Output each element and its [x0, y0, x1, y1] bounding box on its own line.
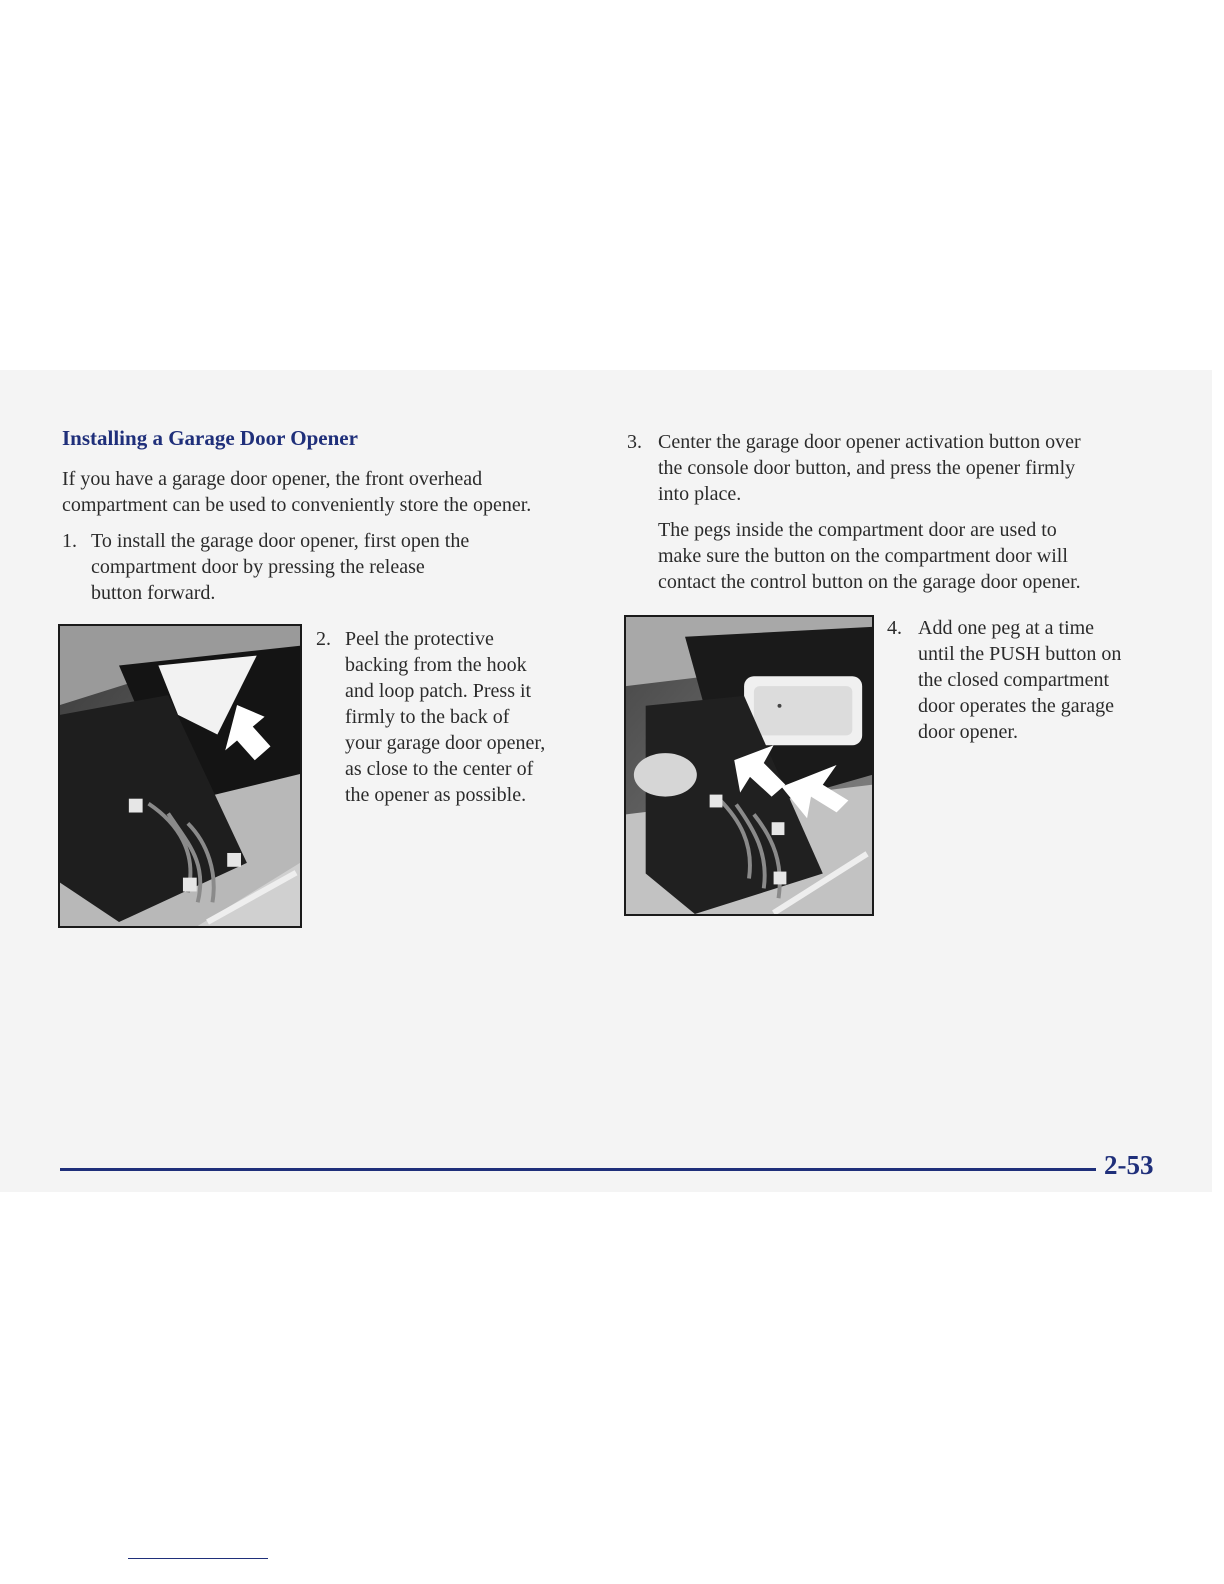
step-line: the closed compartment: [918, 669, 1110, 691]
step-line: Peel the protective: [345, 628, 494, 650]
step-line: backing from the hook: [345, 654, 527, 676]
step-line: To install the garage door opener, first open the: [91, 530, 470, 552]
step-line: until the PUSH button on: [918, 643, 1122, 665]
step-line: your garage door opener,: [345, 732, 546, 754]
intro-line: compartment can be used to conveniently store the opener.: [62, 494, 532, 516]
intro-line: If you have a garage door opener, the front overhead: [62, 468, 483, 490]
note-line: contact the control button on the garage door opener.: [658, 571, 1081, 593]
step-1: [62, 528, 602, 608]
step-text: [918, 615, 1121, 745]
photo-illustration-pegs-arrows: [626, 617, 872, 914]
pegs-note-paragraph: [658, 517, 1081, 595]
intro-paragraph: [62, 466, 531, 518]
step-text: [345, 626, 545, 808]
step-number: 3.: [627, 431, 642, 453]
step-number: 4.: [887, 617, 902, 639]
step-line: and loop patch. Press it: [345, 680, 532, 702]
step-line: door operates the garage: [918, 695, 1115, 717]
step-line: Add one peg at a time: [918, 617, 1095, 639]
step-line: the console door button, and press the opener firmly: [658, 457, 1076, 479]
step-line: door opener.: [918, 721, 1018, 743]
section-heading: Installing a Garage Door Opener: [62, 426, 358, 450]
step-number: 1.: [62, 530, 77, 552]
step-line: as close to the center of: [345, 758, 534, 780]
compartment-pegs-photo: [624, 615, 874, 916]
step-line: firmly to the back of: [345, 706, 510, 728]
step-line: button forward.: [91, 582, 216, 604]
step-2: [316, 626, 606, 816]
step-text: [91, 528, 469, 606]
step-3: [627, 429, 1167, 509]
step-line: Center the garage door opener activation button over: [658, 431, 1081, 453]
step-text: [658, 429, 1081, 507]
step-line: into place.: [658, 483, 742, 505]
step-number: 2.: [316, 628, 331, 650]
footer-rule: [60, 1168, 1096, 1171]
step-4: [887, 615, 1177, 755]
step-line: the opener as possible.: [345, 784, 527, 806]
page-number: 2-53: [1104, 1150, 1154, 1180]
compartment-open-photo: [58, 624, 302, 928]
photo-illustration-hook-loop-patch: [60, 626, 300, 926]
bottom-rule: [128, 1558, 268, 1559]
note-line: make sure the button on the compartment door will: [658, 545, 1068, 567]
step-line: compartment door by pressing the release: [91, 556, 425, 578]
note-line: The pegs inside the compartment door are used to: [658, 519, 1057, 541]
